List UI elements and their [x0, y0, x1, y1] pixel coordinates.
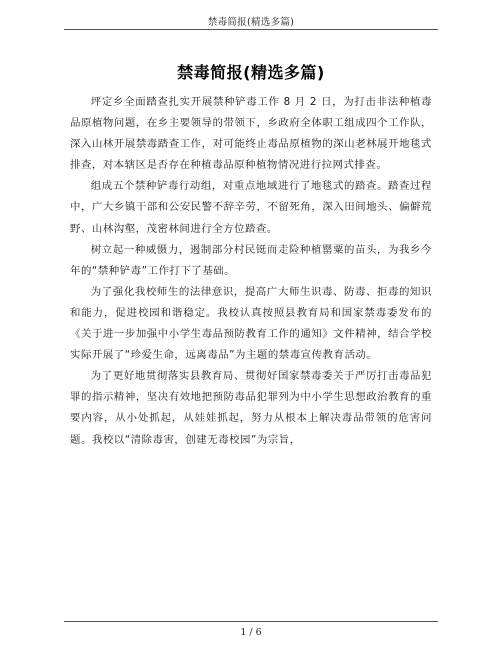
paragraph: 为了更好地贯彻落实县教育局、贯彻好国家禁毒委关于严厉打击毒品犯罪的指示精神，坚决有效地把预防毒品犯罪列为中小学生思想政治教育的重要内容，从小处抓起，从娃娃抓起，努力从根本上解决毒品带领的危害问题。我校以“清除毒害，创建无毒校园”为宗旨，	[70, 370, 432, 446]
document-body	[70, 92, 432, 451]
paragraph: 树立起一种威慑力，遏制部分村民铤而走险种植罂粟的苗头，为我乡今年的“禁种铲毒”工作打下了基础。	[70, 243, 432, 277]
paragraph: 为了强化我校师生的法律意识，提高广大师生识毒、防毒、拒毒的知识和能力，促进校园和谐稳定。我校认真按照县教育局和国家禁毒委发布的《关于进一步加强中小学生毒品预防教育工作的通知》文件精神，结合学校实际开展了“珍爱生命，远离毒品”为主题的禁毒宣传教育活动。	[70, 285, 432, 362]
document-title: 禁毒简报(精选多篇)	[177, 63, 325, 82]
running-header: 禁毒简报(精选多篇)	[207, 17, 295, 28]
header-divider	[64, 29, 438, 30]
footer-divider	[64, 621, 438, 622]
paragraph: 坪定乡全面踏查扎实开展禁种铲毒工作 8 月 2 日，为打击非法种植毒品原植物问题，在乡主要领导的带领下，乡政府全体职工组成四个工作队，深入山林开展禁毒踏查工作，对可能终止毒品原植物的深山老林展开地毯式排查，对本辖区是否存在种植毒品原种植物情况进行拉网式排查。	[70, 96, 432, 172]
page-number: 1 / 6	[240, 627, 262, 638]
paragraph: 组成五个禁种铲毒行动组，对重点地域进行了地毯式的踏查。踏查过程中，广大乡镇干部和公安民警不辞辛劳，不留死角，深入田间地头、偏僻荒野、山林沟壑，茂密林间进行全方位踏查。	[70, 180, 432, 235]
